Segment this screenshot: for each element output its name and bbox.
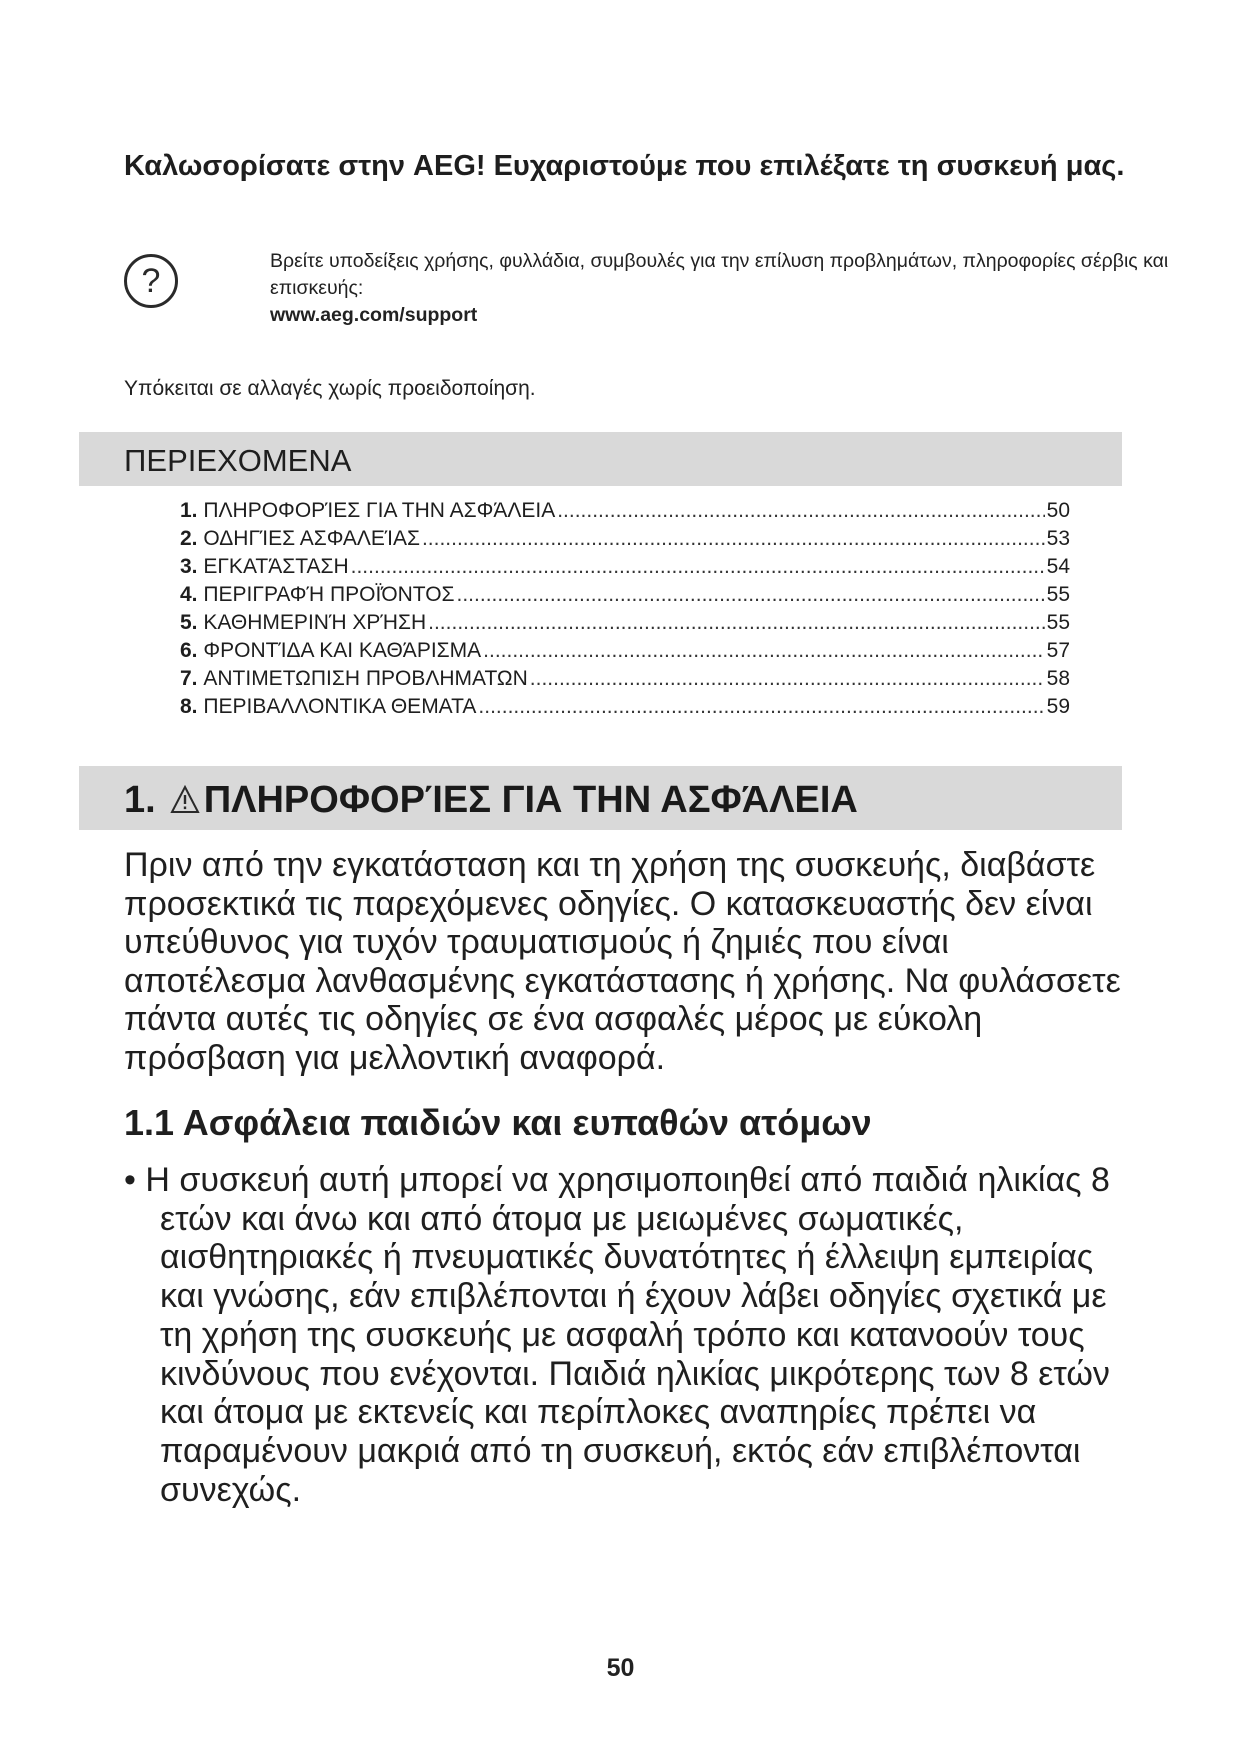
toc-item-label: ΟΔΗΓΊΕΣ ΑΣΦΑΛΕΊΑΣ (203, 527, 420, 550)
support-url-link[interactable]: www.aeg.com/support (270, 304, 478, 326)
toc-item[interactable] (180, 665, 1070, 693)
toc-item[interactable] (180, 637, 1070, 665)
page-number: 50 (606, 1654, 635, 1682)
warning-triangle-icon (170, 785, 200, 815)
toc-item[interactable] (180, 609, 1070, 637)
toc-leader (422, 525, 1045, 553)
help-text: Βρείτε υποδείξεις χρήσης, φυλλάδια, συμβουλές για την επίλυση προβλημάτων, πληροφορίες σέρβις και επισκευής: (270, 250, 1169, 299)
toc-item-label: ΦΡΟΝΤΊΔΑ ΚΑΙ ΚΑΘΆΡΙΣΜΑ (203, 639, 482, 662)
toc-leader (530, 665, 1045, 693)
toc-item-label: ΕΓΚΑΤΆΣΤΑΣΗ (203, 555, 349, 578)
toc-item[interactable] (180, 693, 1070, 721)
toc-item-number: 2. (180, 527, 198, 550)
toc-item-number: 6. (180, 639, 198, 662)
toc-item[interactable] (180, 497, 1070, 525)
question-circle-icon: ? (124, 254, 178, 308)
toc-item-number: 7. (180, 667, 198, 690)
toc-item-label: ΑΝΤΙΜΕΤΩΠΙΣΗ ΠΡΟΒΛΗΜΑΤΩΝ (203, 667, 528, 690)
toc-item[interactable] (180, 525, 1070, 553)
toc-item-page: 57 (1046, 639, 1070, 662)
toc-leader (457, 581, 1045, 609)
toc-title: ΠΕΡΙΕΧΟΜΕΝΑ (124, 443, 352, 478)
toc-item-page: 59 (1046, 695, 1070, 718)
toc-leader (428, 609, 1045, 637)
bullet-list-item (124, 1161, 1134, 1509)
section-title (124, 778, 858, 822)
bullet-text: Η συσκευή αυτή μπορεί να χρησιμοποιηθεί από παιδιά ηλικίας 8 ετών και άνω και από άτομα με μειωμένες σωματικές, αισθητηριακές ή πνευματικές δυνατότητες ή έλλειψη εμπειρίας και γνώσης, εάν επιβλέπονται ή έχουν λάβει οδηγίες σχετικά με τη χρήση της συσκευής με ασφαλή τρόπο και κατανοούν τους κινδύνους που ενέχονται. Παιδιά ηλικίας μικρότερης των 8 ετών και άτομα με εκτενείς και περίπλοκες αναπηρίες πρέπει να παραμένουν μακριά από τη συσκευή, εκτός εάν επιβλέπονται συνεχώς. (145, 1161, 1110, 1509)
section-number: 1. (124, 779, 156, 821)
table-of-contents (180, 497, 1070, 721)
section-title-text: ΠΛΗΡΟΦΟΡΊΕΣ ΓΙΑ ΤΗΝ ΑΣΦΆΛΕΙΑ (203, 779, 858, 821)
toc-item-label: ΚΑΘΗΜΕΡΙΝΉ ΧΡΉΣΗ (203, 611, 427, 634)
bullet-marker: • (124, 1161, 136, 1199)
toc-leader (478, 693, 1044, 721)
toc-item-page: 53 (1046, 527, 1070, 550)
subsection-title: 1.1 Ασφάλεια παιδιών και ευπαθών ατόμων (124, 1102, 872, 1143)
toc-item-number: 3. (180, 555, 198, 578)
change-notice: Υπόκειται σε αλλαγές χωρίς προειδοποίηση. (124, 377, 536, 400)
toc-item-number: 5. (180, 611, 198, 634)
toc-item-label: ΠΕΡΙΒΑΛΛΟΝΤΙΚΑ ΘΕΜΑΤΑ (203, 695, 477, 718)
toc-item-number: 1. (180, 499, 198, 522)
toc-item-page: 55 (1046, 611, 1070, 634)
toc-item-number: 4. (180, 583, 198, 606)
toc-item-page: 54 (1046, 555, 1070, 578)
toc-item-page: 58 (1046, 667, 1070, 690)
toc-leader (557, 497, 1044, 525)
section-intro-paragraph: Πριν από την εγκατάσταση και τη χρήση της συσκευής, διαβάστε προσεκτικά τις παρεχόμενες οδηγίες. Ο κατασκευαστής δεν είναι υπεύθυνος για τυχόν τραυματισμούς ή ζημιές που είναι αποτέλεσμα λανθασμένης εγκατάστασης ή χρήσης. Να φυλάσσετε πάντα αυτές τις οδηγίες σε ένα ασφαλές μέρος με εύκολη πρόσβαση για μελλοντική αναφορά. (124, 846, 1121, 1077)
toc-leader (351, 553, 1045, 581)
toc-leader (483, 637, 1044, 665)
toc-item-label: ΠΛΗΡΟΦΟΡΊΕΣ ΓΙΑ ΤΗΝ ΑΣΦΆΛΕΙΑ (203, 499, 556, 522)
toc-item[interactable] (180, 581, 1070, 609)
toc-item-number: 8. (180, 695, 198, 718)
help-text-block (270, 248, 1170, 329)
toc-item-page: 50 (1046, 499, 1070, 522)
toc-item-page: 55 (1046, 583, 1070, 606)
toc-item-label: ΠΕΡΙΓΡΑΦΉ ΠΡΟΪΌΝΤΟΣ (203, 583, 455, 606)
welcome-heading: Καλωσορίσατε στην AEG! Ευχαριστούμε που επιλέξατε τη συσκευή μας. (124, 150, 1125, 182)
toc-item[interactable] (180, 553, 1070, 581)
